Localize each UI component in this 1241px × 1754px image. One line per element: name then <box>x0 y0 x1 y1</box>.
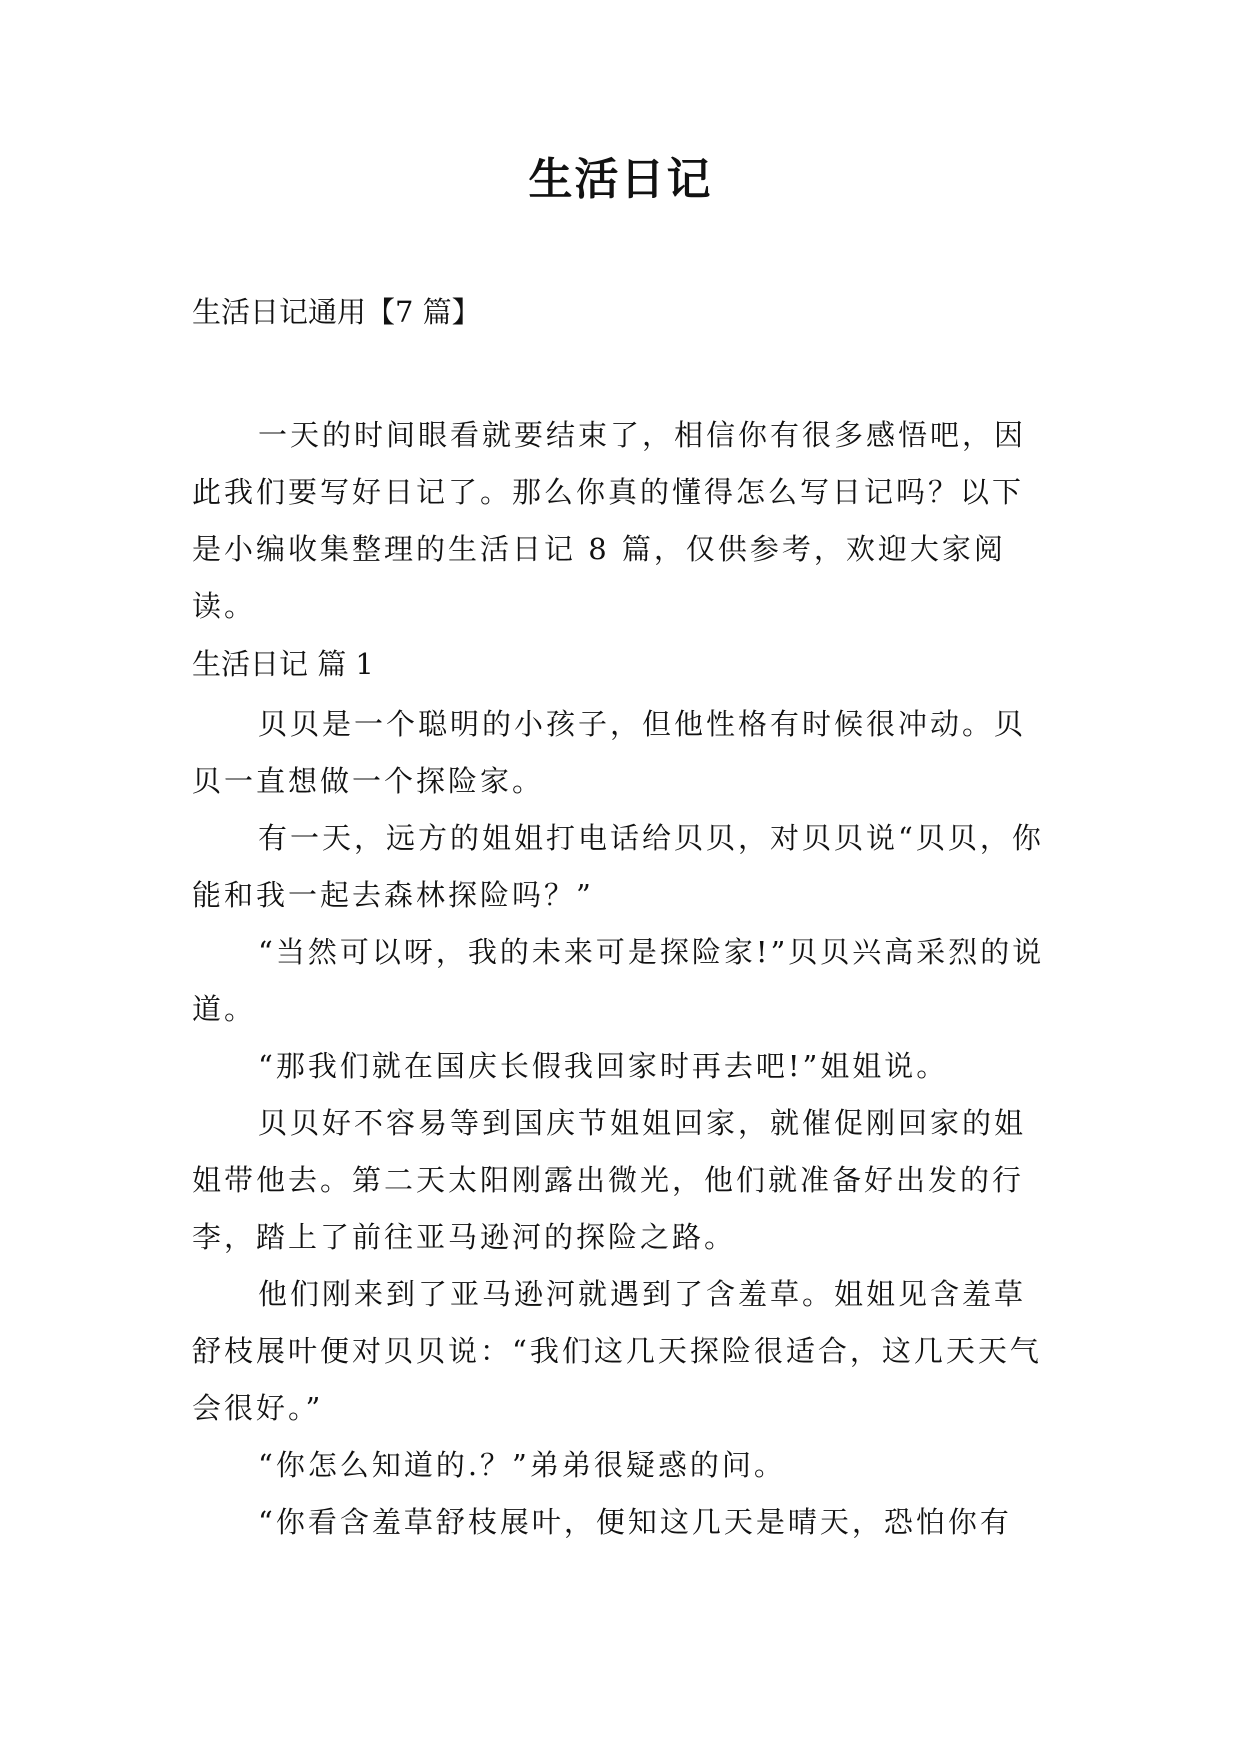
paragraph: 贝贝是一个聪明的小孩子，但他性格有时候很冲动。贝贝一直想做一个探险家。 <box>192 707 1027 798</box>
paragraph: “当然可以呀，我的未来可是探险家!”贝贝兴高采烈的说道。 <box>192 935 1045 1026</box>
section-heading: 生活日记 篇 1 <box>192 647 374 681</box>
paragraph: “你怎么知道的.？”弟弟很疑惑的问。 <box>258 1448 786 1482</box>
paragraph: “那我们就在国庆长假我回家时再去吧!”姐姐说。 <box>258 1049 949 1083</box>
paragraph: 他们刚来到了亚马逊河就遇到了含羞草。姐姐见含羞草舒枝展叶便对贝贝说：“我们这几天探险很适合，这几天天气会很好。” <box>192 1277 1042 1425</box>
intro-paragraph: 一天的时间眼看就要结束了，相信你有很多感悟吧，因此我们要写好日记了。那么你真的懂得怎么写日记吗？以下是小编收集整理的生活日记 8 篇，仅供参考，欢迎大家阅读。 <box>192 418 1027 623</box>
paragraph: “你看含羞草舒枝展叶，便知这几天是晴天，恐怕你有 <box>258 1505 1012 1539</box>
document-subtitle: 生活日记通用【7 篇】 <box>192 295 481 329</box>
paragraph: 贝贝好不容易等到国庆节姐姐回家，就催促刚回家的姐姐带他去。第二天太阳刚露出微光，他们就准备好出发的行李，踏上了前往亚马逊河的探险之路。 <box>192 1106 1027 1254</box>
document-title: 生活日记 <box>528 154 713 205</box>
paragraph: 有一天，远方的姐姐打电话给贝贝，对贝贝说“贝贝，你能和我一起去森林探险吗？” <box>192 821 1044 912</box>
article-body <box>192 644 1052 1551</box>
